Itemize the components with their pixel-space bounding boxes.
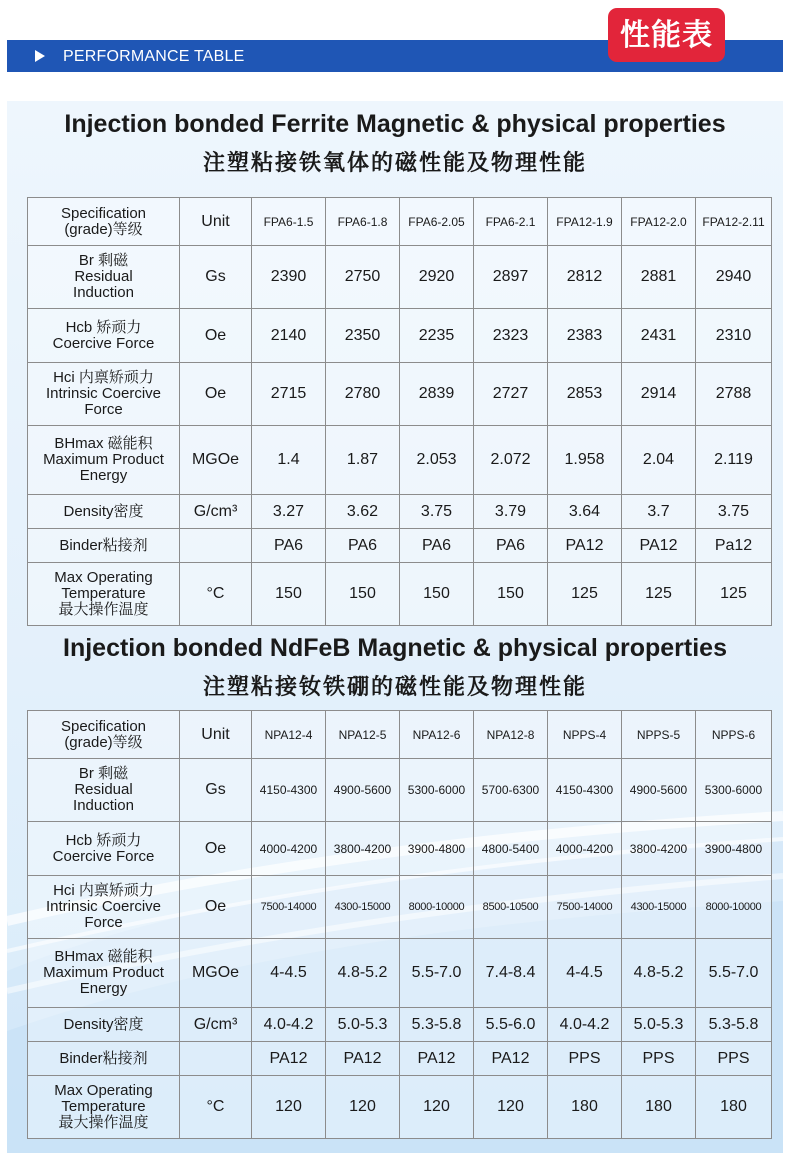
value-cell: PA6 [474,529,548,563]
row-label-cell: Binder粘接剂 [28,1042,180,1076]
value-cell: 2.072 [474,426,548,495]
value-cell: 3.75 [696,495,772,529]
ndfeb-table [27,710,772,1139]
ndfeb-title-en: Injection bonded NdFeB Magnetic & physical properties [63,634,727,662]
value-cell: 2897 [474,246,548,309]
value-cell: 1.958 [548,426,622,495]
grade-header: FPA12-2.0 [622,198,696,246]
row-label-cell: Density密度 [28,495,180,529]
table-row [28,759,772,822]
value-cell: 180 [696,1076,772,1139]
value-cell: 2920 [400,246,474,309]
row-label-cell: Br 剩磁 Residual Induction [28,759,180,822]
value-cell: 5.5-7.0 [696,939,772,1008]
value-cell: 4150-4300 [252,759,326,822]
table-row [28,198,772,246]
value-cell: 3.75 [400,495,474,529]
value-cell: 2750 [326,246,400,309]
unit-header: Unit [180,711,252,759]
unit-cell [180,1042,252,1076]
row-label-cell: Br 剩磁 Residual Induction [28,246,180,309]
value-cell: 4.0-4.2 [548,1008,622,1042]
table-row [28,1076,772,1139]
value-cell: 150 [400,563,474,626]
value-cell: 5.5-7.0 [400,939,474,1008]
unit-cell: Gs [180,246,252,309]
value-cell: 2350 [326,309,400,363]
value-cell: 3.64 [548,495,622,529]
grade-header: NPPS-4 [548,711,622,759]
value-cell: 4900-5600 [326,759,400,822]
table-row [28,563,772,626]
value-cell: Pa12 [696,529,772,563]
value-cell: 4300-15000 [622,876,696,939]
value-cell: 5.0-5.3 [326,1008,400,1042]
unit-cell: Oe [180,309,252,363]
value-cell: 7500-14000 [548,876,622,939]
value-cell: 5700-6300 [474,759,548,822]
value-cell: 2235 [400,309,474,363]
table-row [28,309,772,363]
value-cell: PPS [696,1042,772,1076]
row-label-cell: Hcb 矫顽力 Coercive Force [28,822,180,876]
value-cell: PA12 [252,1042,326,1076]
value-cell: 125 [696,563,772,626]
grade-header: NPA12-8 [474,711,548,759]
value-cell: 125 [548,563,622,626]
header-label: PERFORMANCE TABLE [63,48,245,65]
table-row [28,711,772,759]
value-cell: 4150-4300 [548,759,622,822]
value-cell: 4.8-5.2 [326,939,400,1008]
unit-cell: MGOe [180,426,252,495]
row-label-cell: Binder粘接剂 [28,529,180,563]
value-cell: 4.8-5.2 [622,939,696,1008]
header-tab: 性能表 [608,8,725,62]
table-row [28,1042,772,1076]
grade-header: FPA6-1.5 [252,198,326,246]
value-cell: 120 [252,1076,326,1139]
value-cell: 3900-4800 [400,822,474,876]
value-cell: 2140 [252,309,326,363]
table-row [28,876,772,939]
unit-cell: Oe [180,822,252,876]
value-cell: 2853 [548,363,622,426]
grade-header: NPPS-5 [622,711,696,759]
table-row [28,822,772,876]
value-cell: 4-4.5 [252,939,326,1008]
value-cell: 3900-4800 [696,822,772,876]
value-cell: 5300-6000 [400,759,474,822]
value-cell: 5300-6000 [696,759,772,822]
grade-header: FPA12-2.11 [696,198,772,246]
play-arrow-icon [35,50,45,62]
value-cell: 3800-4200 [326,822,400,876]
grade-header: NPA12-4 [252,711,326,759]
value-cell: 2881 [622,246,696,309]
table-row [28,426,772,495]
unit-cell: G/cm³ [180,1008,252,1042]
value-cell: 120 [474,1076,548,1139]
grade-header: NPA12-6 [400,711,474,759]
row-label-cell: Max Operating Temperature 最大操作温度 [28,563,180,626]
unit-cell [180,529,252,563]
unit-cell: °C [180,563,252,626]
value-cell: 120 [400,1076,474,1139]
unit-header: Unit [180,198,252,246]
value-cell: 4800-5400 [474,822,548,876]
value-cell: PA12 [474,1042,548,1076]
row-label-cell: Hci 内禀矫顽力 Intrinsic Coercive Force [28,363,180,426]
table-row [28,939,772,1008]
value-cell: 3.79 [474,495,548,529]
table-row [28,495,772,529]
value-cell: 5.3-5.8 [696,1008,772,1042]
row-label-cell: Hci 内禀矫顽力 Intrinsic Coercive Force [28,876,180,939]
value-cell: 4000-4200 [252,822,326,876]
unit-cell: G/cm³ [180,495,252,529]
value-cell: PA12 [400,1042,474,1076]
value-cell: 4-4.5 [548,939,622,1008]
value-cell: 1.4 [252,426,326,495]
row-label-cell: Hcb 矫顽力 Coercive Force [28,309,180,363]
value-cell: 1.87 [326,426,400,495]
value-cell: 2323 [474,309,548,363]
value-cell: 2812 [548,246,622,309]
ferrite-table [27,197,772,626]
grade-header: FPA12-1.9 [548,198,622,246]
ferrite-title-zh: 注塑粘接铁氧体的磁性能及物理性能 [202,151,587,176]
spec-label-cell: Specification (grade)等级 [28,198,180,246]
value-cell: PA6 [400,529,474,563]
value-cell: PPS [548,1042,622,1076]
value-cell: 2390 [252,246,326,309]
grade-header: NPA12-5 [326,711,400,759]
value-cell: PA12 [326,1042,400,1076]
value-cell: 2.04 [622,426,696,495]
value-cell: 2788 [696,363,772,426]
value-cell: 7500-14000 [252,876,326,939]
value-cell: 2431 [622,309,696,363]
value-cell: 4300-15000 [326,876,400,939]
value-cell: PA6 [326,529,400,563]
value-cell: 8500-10500 [474,876,548,939]
value-cell: 5.3-5.8 [400,1008,474,1042]
value-cell: PA12 [622,529,696,563]
value-cell: 2727 [474,363,548,426]
ndfeb-title-zh: 注塑粘接钕铁硼的磁性能及物理性能 [202,675,587,700]
grade-header: FPA6-2.1 [474,198,548,246]
value-cell: PA6 [252,529,326,563]
spec-label-cell: Specification (grade)等级 [28,711,180,759]
grade-header: FPA6-2.05 [400,198,474,246]
value-cell: 2310 [696,309,772,363]
value-cell: 5.5-6.0 [474,1008,548,1042]
value-cell: 2.119 [696,426,772,495]
unit-cell: Oe [180,363,252,426]
value-cell: PA12 [548,529,622,563]
value-cell: 2839 [400,363,474,426]
grade-header: NPPS-6 [696,711,772,759]
value-cell: 2940 [696,246,772,309]
value-cell: 2715 [252,363,326,426]
value-cell: 180 [622,1076,696,1139]
value-cell: 2.053 [400,426,474,495]
value-cell: 8000-10000 [400,876,474,939]
value-cell: 4900-5600 [622,759,696,822]
table-row [28,1008,772,1042]
value-cell: 150 [252,563,326,626]
value-cell: 3.62 [326,495,400,529]
value-cell: 4.0-4.2 [252,1008,326,1042]
row-label-cell: Density密度 [28,1008,180,1042]
table-row [28,363,772,426]
value-cell: 7.4-8.4 [474,939,548,1008]
value-cell: 8000-10000 [696,876,772,939]
value-cell: 2780 [326,363,400,426]
row-label-cell: BHmax 磁能积 Maximum Product Energy [28,939,180,1008]
row-label-cell: BHmax 磁能积 Maximum Product Energy [28,426,180,495]
value-cell: 3800-4200 [622,822,696,876]
row-label-cell: Max Operating Temperature 最大操作温度 [28,1076,180,1139]
value-cell: 2914 [622,363,696,426]
value-cell: 150 [326,563,400,626]
value-cell: 3.7 [622,495,696,529]
unit-cell: Oe [180,876,252,939]
value-cell: 3.27 [252,495,326,529]
unit-cell: MGOe [180,939,252,1008]
value-cell: 5.0-5.3 [622,1008,696,1042]
table-row [28,529,772,563]
value-cell: PPS [622,1042,696,1076]
value-cell: 125 [622,563,696,626]
value-cell: 120 [326,1076,400,1139]
table-row [28,246,772,309]
unit-cell: Gs [180,759,252,822]
value-cell: 180 [548,1076,622,1139]
unit-cell: °C [180,1076,252,1139]
value-cell: 4000-4200 [548,822,622,876]
grade-header: FPA6-1.8 [326,198,400,246]
value-cell: 150 [474,563,548,626]
ferrite-title-en: Injection bonded Ferrite Magnetic & physical properties [64,110,726,138]
value-cell: 2383 [548,309,622,363]
